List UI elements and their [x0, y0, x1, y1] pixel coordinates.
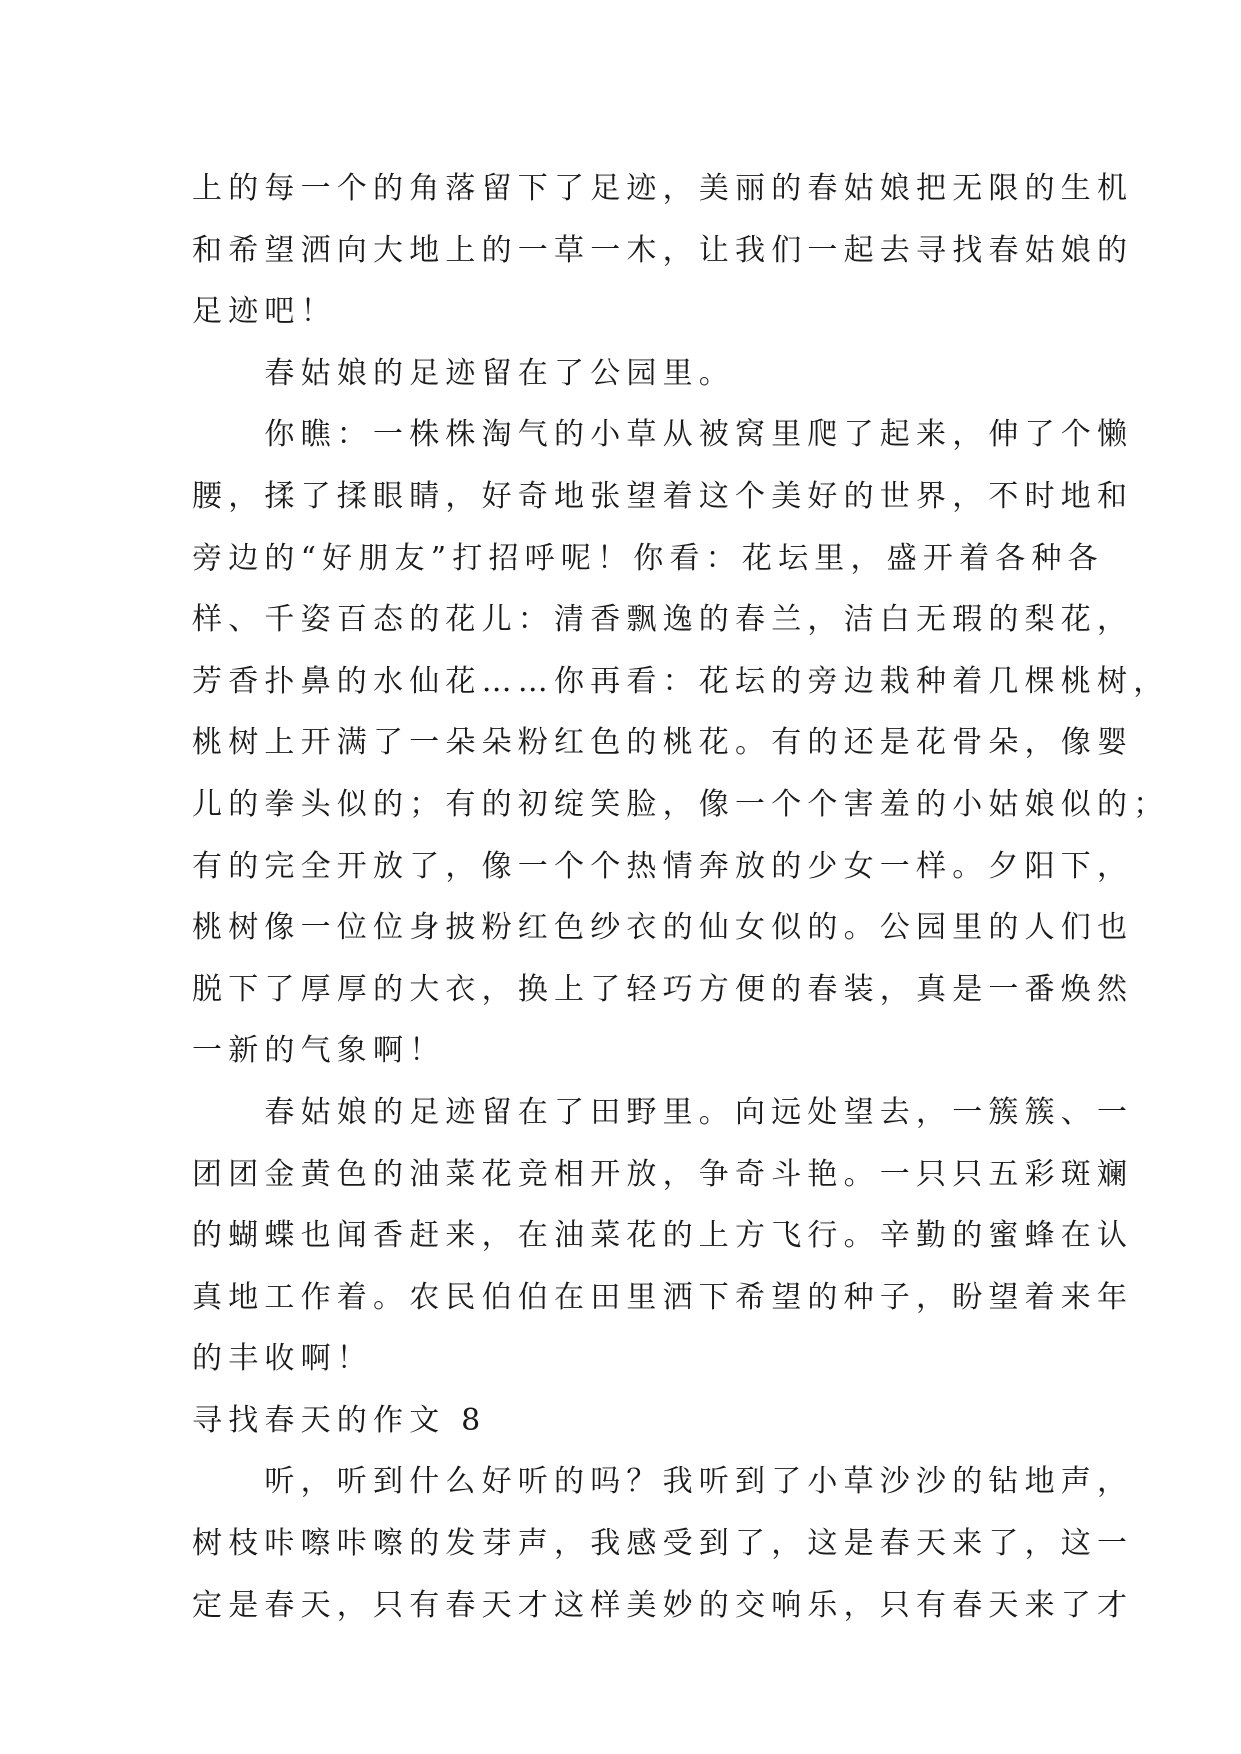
text-line: 你瞧：一株株淘气的小草从被窝里爬了起来，伸了个懒: [192, 417, 1134, 453]
document-body: [192, 158, 1170, 1636]
text-line: 团团金黄色的油菜花竞相开放，争奇斗艳。一只只五彩斑斓: [192, 1156, 1134, 1192]
text-line: 春姑娘的足迹留在了公园里。: [192, 355, 735, 391]
text-line: 脱下了厚厚的大衣，换上了轻巧方便的春装，真是一番焕然: [192, 971, 1134, 1007]
text-line: 和希望洒向大地上的一草一木，让我们一起去寻找春姑娘的: [192, 232, 1134, 268]
text-line: 的蝴蝶也闻香赶来，在油菜花的上方飞行。辛勤的蜜蜂在认: [192, 1218, 1134, 1254]
text-line: 一新的气象啊！: [192, 1033, 446, 1069]
text-line: 定是春天，只有春天才这样美妙的交响乐，只有春天来了才: [192, 1587, 1134, 1623]
text-line: 真地工作着。农民伯伯在田里洒下希望的种子，盼望着来年: [192, 1279, 1134, 1315]
text-line: 桃树像一位位身披粉红色纱衣的仙女似的。公园里的人们也: [192, 910, 1134, 946]
text-line: 旁边的“好朋友”打招呼呢！你看：花坛里，盛开着各种各: [192, 540, 1104, 576]
text-line: 桃树上开满了一朵朵粉红色的桃花。有的还是花骨朵，像婴: [192, 725, 1134, 761]
text-line: 春姑娘的足迹留在了田野里。向远处望去，一簇簇、一: [192, 1094, 1134, 1130]
text-line: 儿的拳头似的；有的初绽笑脸，像一个个害羞的小姑娘似的；: [192, 786, 1170, 822]
text-line: 树枝咔嚓咔嚓的发芽声，我感受到了，这是春天来了，这一: [192, 1526, 1134, 1562]
text-line: 的丰收啊！: [192, 1341, 373, 1377]
text-line: 足迹吧！: [192, 294, 337, 330]
text-line: 腰，揉了揉眼睛，好奇地张望着这个美好的世界，不时地和: [192, 478, 1134, 514]
section-heading: 寻找春天的作文 8: [192, 1402, 487, 1438]
text-line: 听，听到什么好听的吗？我听到了小草沙沙的钻地声，: [192, 1464, 1134, 1500]
text-line: 上的每一个的角落留下了足迹，美丽的春姑娘把无限的生机: [192, 171, 1134, 206]
text-line: 芳香扑鼻的水仙花……你再看：花坛的旁边栽种着几棵桃树，: [192, 663, 1170, 699]
text-line: 样、千姿百态的花儿：清香飘逸的春兰，洁白无瑕的梨花，: [192, 602, 1134, 638]
text-line: 有的完全开放了，像一个个热情奔放的少女一样。夕阳下，: [192, 848, 1134, 884]
